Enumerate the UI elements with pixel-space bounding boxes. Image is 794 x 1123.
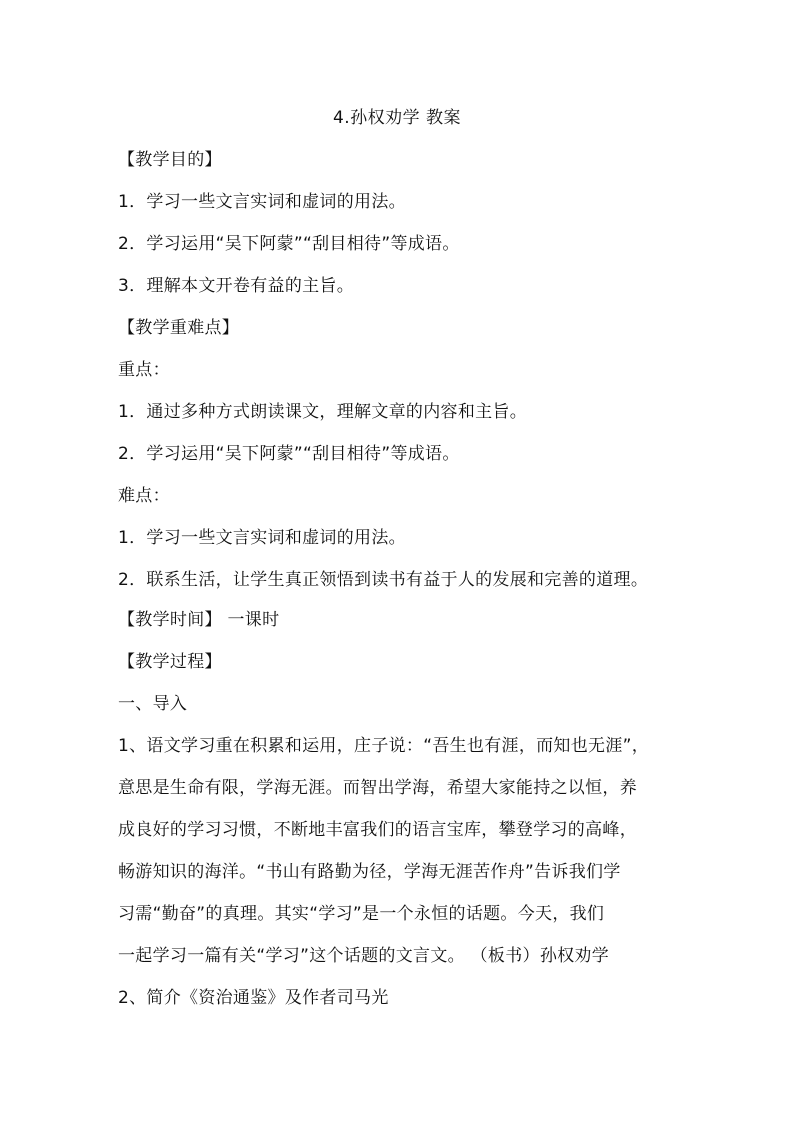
subheading-difficulty: 难点： <box>118 486 170 506</box>
paragraph-line: 一起学习一篇有关“学习”这个话题的文言文。 （板书）孙权劝学 <box>118 946 610 966</box>
paragraph-line: 3．理解本文开卷有益的主旨。 <box>118 276 355 296</box>
paragraph-line: 1．学习一些文言实词和虚词的用法。 <box>118 192 406 212</box>
paragraph-line: 2．联系生活，让学生真正领悟到读书有益于人的发展和完善的道理。 <box>118 570 649 590</box>
section-heading-objectives: 【教学目的】 <box>118 150 222 170</box>
paragraph-line: 成良好的学习习惯，不断地丰富我们的语言宝库，攀登学习的高峰， <box>118 820 637 840</box>
paragraph-line: 意思是生命有限，学海无涯。而智出学海，希望大家能持之以恒，养 <box>118 778 637 798</box>
section-heading-key-points: 【教学重难点】 <box>118 318 240 338</box>
paragraph-line: 1．通过多种方式朗读课文，理解文章的内容和主旨。 <box>118 402 528 422</box>
subheading-focus: 重点： <box>118 360 170 380</box>
paragraph-line: 1、语文学习重在积累和运用，庄子说：“吾生也有涯，而知也无涯”， <box>118 736 650 756</box>
paragraph-line: 2、简介《资治通鉴》及作者司马光 <box>118 988 389 1008</box>
paragraph-line: 习需“勤奋”的真理。其实“学习”是一个永恒的话题。今天，我们 <box>118 904 605 924</box>
document-title: 4.孙权劝学 教案 <box>332 108 462 128</box>
paragraph-line: 1．学习一些文言实词和虚词的用法。 <box>118 528 406 548</box>
paragraph-line: 2．学习运用“吴下阿蒙”“刮目相待”等成语。 <box>118 444 460 464</box>
paragraph-line: 畅游知识的海洋。“书山有路勤为径，学海无涯苦作舟”告诉我们学 <box>118 862 621 882</box>
paragraph-line: 2．学习运用“吴下阿蒙”“刮目相待”等成语。 <box>118 234 460 254</box>
subheading-introduction: 一、导入 <box>118 694 188 714</box>
section-heading-process: 【教学过程】 <box>118 652 222 672</box>
section-heading-time: 【教学时间】 一课时 <box>118 610 280 630</box>
